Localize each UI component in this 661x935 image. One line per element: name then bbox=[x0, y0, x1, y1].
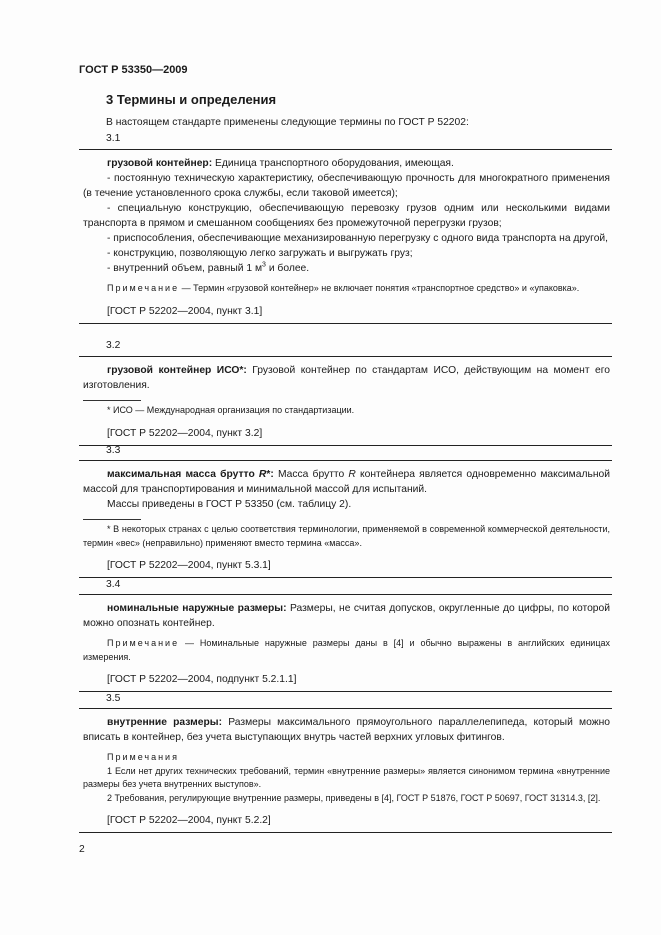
term-name: грузовой контейнер: bbox=[107, 158, 213, 169]
term-number: 3.4 bbox=[106, 579, 121, 590]
term-source: [ГОСТ Р 52202—2004, пункт 3.1] bbox=[107, 305, 263, 317]
term-definition: внутренние размеры: Размеры максимального прямоугольного параллелепипеда, который можно вписать в контейнер, без учета выступающих внутрь частей верхних угловых фитингов. bbox=[83, 717, 610, 743]
notes-label: Примечания bbox=[107, 752, 179, 762]
footnote-rule bbox=[83, 400, 141, 401]
term-source: [ГОСТ Р 52202—2004, пункт 3.2] bbox=[107, 427, 263, 439]
footnote-rule bbox=[83, 519, 141, 520]
term-name: номинальные наружные размеры: bbox=[107, 603, 287, 614]
section-title: 3 Термины и определения bbox=[106, 92, 277, 107]
term-source: [ГОСТ Р 52202—2004, пункт 5.2.2] bbox=[107, 815, 271, 826]
term-source: [ГОСТ Р 52202—2004, пункт 5.3.1] bbox=[107, 560, 271, 571]
term-note: Примечание — Номинальные наружные размеры даны в [4] и обычно выражены в английских единицах измерения. bbox=[83, 638, 610, 662]
list-item: - специальную конструкцию, обеспечивающую перевозку грузов одним или несколькими видами транспорта в прямом и смешанном сообщениях без промежуточной перегрузки грузов; bbox=[83, 203, 610, 229]
document-header: ГОСТ Р 53350—2009 bbox=[79, 64, 188, 76]
term-definition: грузовой контейнер: Единица транспортного оборудования, имеющая. bbox=[107, 158, 454, 169]
footnote: * В некоторых странах с целью соответствия терминологии, применяемой в современной коммерческой деятельности, термин «вес» (неправильно) применяют вместо термина «масса». bbox=[83, 524, 610, 548]
term-name: максимальная масса брутто R*: bbox=[107, 469, 274, 480]
term-entry-max-gross-mass bbox=[79, 460, 612, 578]
term-extra: Массы приведены в ГОСТ Р 53350 (см. таблицу 2). bbox=[107, 499, 352, 510]
footnote: * ИСО — Международная организация по стандартизации. bbox=[107, 405, 355, 415]
list-item: - постоянную техническую характеристику, обеспечивающую прочность для многократного применения (в течение установленного срока службы, если таковой имеется); bbox=[83, 173, 610, 199]
term-name: внутренние размеры: bbox=[107, 717, 223, 728]
term-definition: максимальная масса брутто R*: Масса брутто R контейнера является одновременно максимальной массой для транспортирования и минимальной массой для испытаний. bbox=[83, 469, 610, 495]
term-source: [ГОСТ Р 52202—2004, подпункт 5.2.1.1] bbox=[107, 674, 297, 685]
term-note: Примечание — Термин «грузовой контейнер» не включает понятия «транспортное средство» и «упаковка». bbox=[107, 283, 580, 293]
list-item: - конструкцию, позволяющую легко загружать и выгружать груз; bbox=[107, 248, 413, 259]
term-number: 3.2 bbox=[106, 340, 121, 351]
note-item: 1 Если нет других технических требований, термин «внутренние размеры» является синонимом термина «внутренние размеры без учета внутренних выступов». bbox=[83, 765, 610, 789]
term-definition: грузовой контейнер ИСО*: Грузовой контейнер по стандартам ИСО, действующим на момент его изготовления. bbox=[83, 365, 610, 391]
term-name: грузовой контейнер ИСО*: bbox=[107, 365, 247, 376]
list-item: - внутренний объем, равный 1 $м^3$ и более. bbox=[107, 261, 310, 274]
list-item: - приспособления, обеспечивающие механизированную перегрузку с одного вида транспорта на другой, bbox=[107, 233, 609, 244]
term-number: 3.5 bbox=[106, 693, 121, 704]
term-number: 3.3 bbox=[106, 445, 121, 456]
page-number: 2 bbox=[79, 844, 85, 855]
note-item: 2 Требования, регулирующие внутренние размеры, приведены в [4], ГОСТ Р 51876, ГОСТ Р 50697, ГОСТ 31314.3, [2]. bbox=[107, 792, 601, 803]
term-entry-internal-dimensions bbox=[79, 708, 612, 833]
section-intro: В настоящем стандарте применены следующие термины по ГОСТ Р 52202: bbox=[106, 117, 469, 128]
term-definition: номинальные наружные размеры: Размеры, не считая допусков, округленные до цифры, по которой можно опознать контейнер. bbox=[83, 603, 611, 629]
term-entry-iso-container bbox=[79, 356, 612, 446]
term-number: 3.1 bbox=[106, 133, 121, 144]
term-entry-nominal-external-dimensions bbox=[79, 594, 612, 692]
term-entry-cargo-container bbox=[79, 149, 612, 324]
